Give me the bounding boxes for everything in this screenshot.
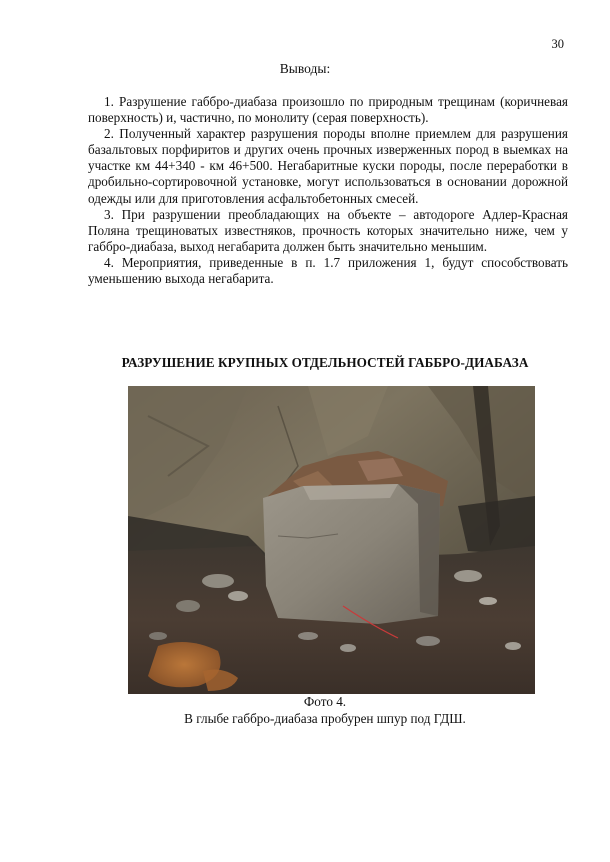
photo-gabbro-diabase-block <box>128 386 535 694</box>
page-number: 30 <box>551 37 564 51</box>
conclusions-list <box>88 94 568 287</box>
photo-label: Фото 4. <box>303 694 347 709</box>
section-title: РАЗРУШЕНИЕ КРУПНЫХ ОТДЕЛЬНОСТЕЙ ГАББРО-ДИАБАЗА <box>121 355 529 370</box>
conclusion-item-3: 3. При разрушении преобладающих на объекте – автодороге Адлер-Красная Поляна трещиноватых известняков, прочность которых значительно ниже, чем у габбро-диабаза, выход негабарита должен быть значительно меньшим. <box>88 206 568 254</box>
conclusion-item-4: 4. Мероприятия, приведенные в п. 1.7 приложения 1, будут способствовать уменьшению выхода негабарита. <box>88 254 568 287</box>
conclusion-item-1: 1. Разрушение габбро-диабаза произошло по природным трещинам (коричневая поверхность) и, частично, по монолиту (серая поверхность). <box>88 94 568 126</box>
photo-description: В глыбе габбро-диабаза пробурен шпур под ГДШ. <box>184 710 466 726</box>
conclusions-heading: Выводы: <box>279 61 331 76</box>
conclusion-item-2: 2. Полученный характер разрушения породы вполне приемлем для разрушения базальтовых порфиритов и других очень прочных изверженных пород в выемках на участке км 44+340 - км 46+500. Негабаритные куски породы, после переработки в дробильно-сортировочной установке, могут использоваться в основании дорожной одежды или для приготовления асфальтобетонных смесей. <box>88 126 568 206</box>
photo-caption <box>0 694 610 727</box>
